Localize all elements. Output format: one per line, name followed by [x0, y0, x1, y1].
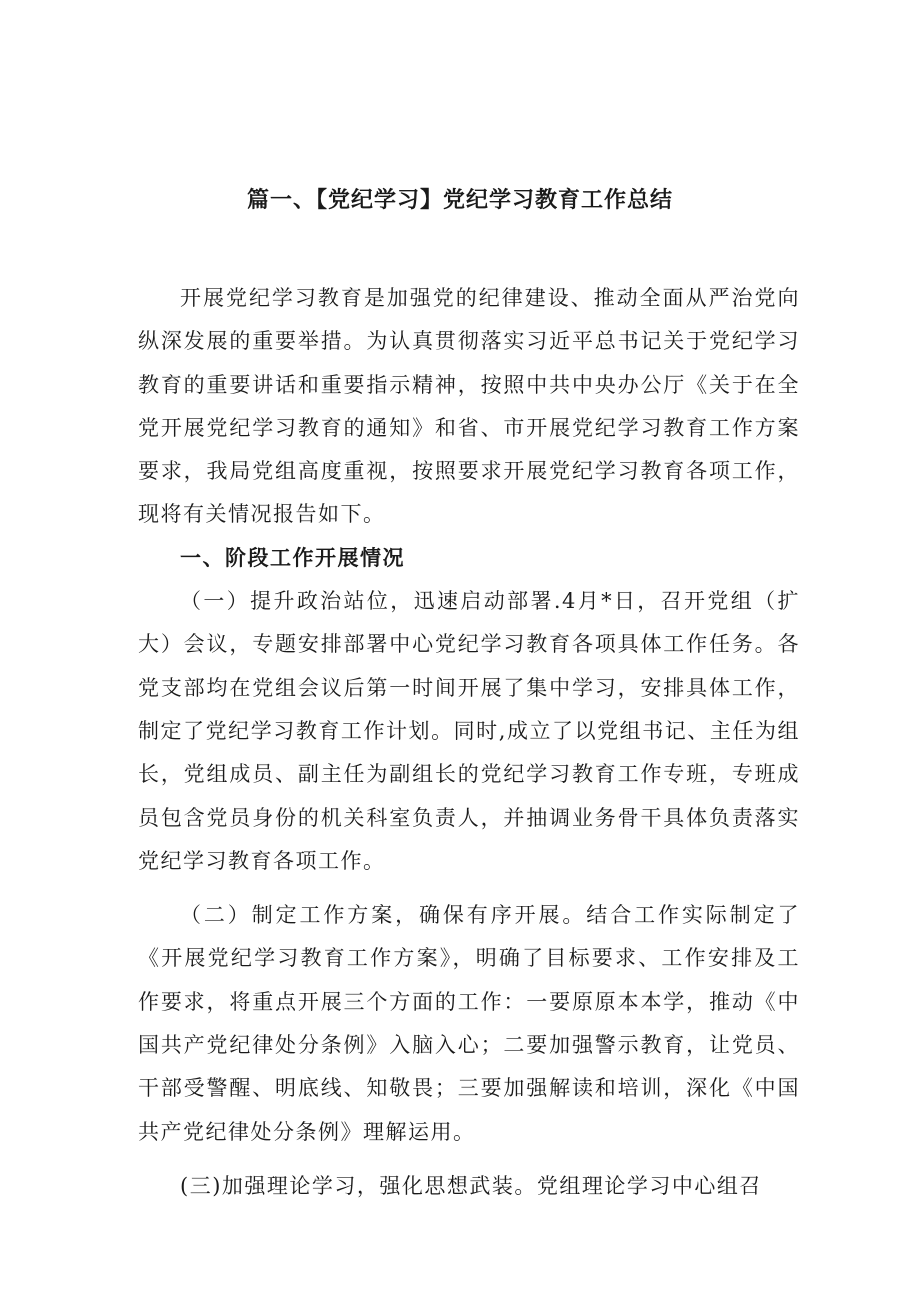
- paragraph-item-2: （二）制定工作方案，确保有序开展。结合工作实际制定了《开展党纪学习教育工作方案》，明确了目标要求、工作安排及工作要求，将重点开展三个方面的工作：一要原原本本学，推动《中国共产党纪律处分条例》入脑入心；二要加强警示教育，让党员、干部受警醒、明底线、知敬畏；三要加强解读和培训，深化《中国共产党纪律处分条例》理解运用。: [138, 903, 800, 1144]
- document-title: 篇一、【党纪学习】党纪学习教育工作总结: [246, 188, 673, 213]
- paragraph-item-3: (三)加强理论学习，强化思想武装。党组理论学习中心组召: [180, 1173, 762, 1198]
- paragraph-item-1: （一）提升政治站位，迅速启动部署.4月*日，召开党组（扩大）会议，专题安排部署中心党纪学习教育各项具体工作任务。各党支部均在党组会议后第一时间开展了集中学习，安排具体工作，制定了党纪学习教育工作计划。同时,成立了以党组书记、主任为组长，党组成员、副主任为副组长的党纪学习教育工作专班，专班成员包含党员身份的机关科室负责人，并抽调业务骨干具体负责落实党纪学习教育各项工作。: [138, 589, 800, 873]
- document-body: [138, 277, 800, 1208]
- section-heading: 一、阶段工作开展情况: [180, 545, 405, 570]
- intro-paragraph: 开展党纪学习教育是加强党的纪律建设、推动全面从严治党向纵深发展的重要举措。为认真贯彻落实习近平总书记关于党纪学习教育的重要讲话和重要指示精神，按照中共中央办公厅《关于在全党开展党纪学习教育的通知》和省、市开展党纪学习教育工作方案要求，我局党组高度重视，按照要求开展党纪学习教育各项工作，现将有关情况报告如下。: [138, 286, 800, 527]
